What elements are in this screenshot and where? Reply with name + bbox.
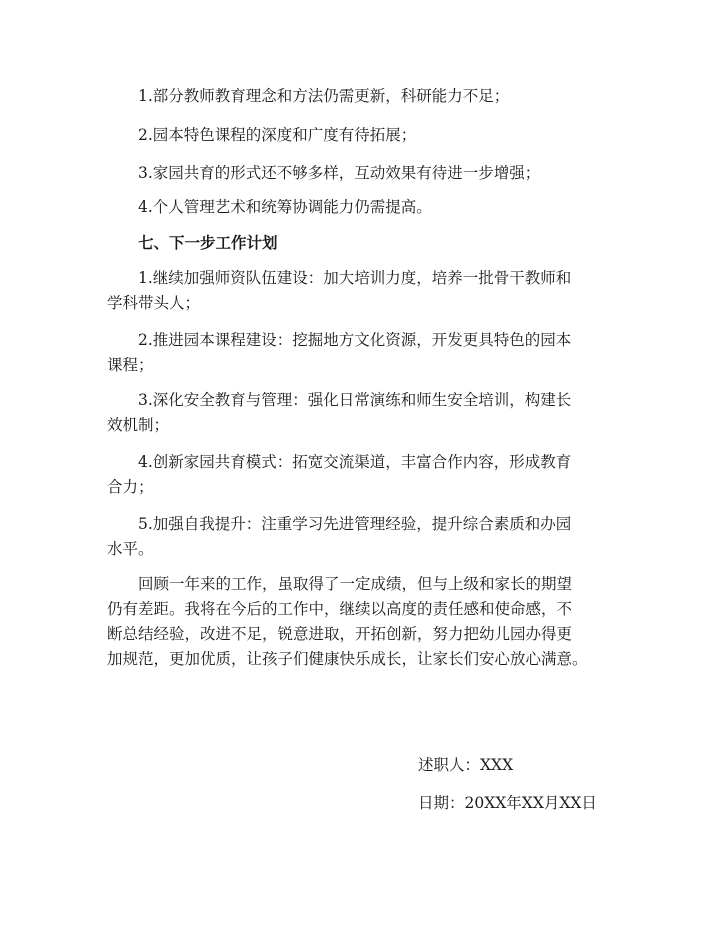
plan-item-2-line1: 2.推进园本课程建设：挖掘地方文化资源，开发更具特色的园本 [138, 331, 572, 349]
conclusion-line-3: 断总结经验，改进不足，锐意进取，开拓创新，努力把幼儿园办得更 [107, 625, 573, 643]
plan-item-3-line1: 3.深化安全教育与管理：强化日常演练和师生安全培训，构建长 [138, 391, 572, 409]
problem-item-2: 2.园本特色课程的深度和广度有待拓展； [138, 126, 417, 144]
problem-item-3: 3.家园共育的形式还不够多样，互动效果有待进一步增强； [138, 164, 541, 182]
plan-item-4-line2: 合力； [107, 478, 154, 496]
conclusion-line-1: 回顾一年来的工作，虽取得了一定成绩，但与上级和家长的期望 [138, 575, 573, 593]
plan-item-1-line1: 1.继续加强师资队伍建设：加大培训力度，培养一批骨干教师和 [138, 269, 572, 287]
plan-item-2-line2: 课程； [107, 356, 154, 374]
plan-item-3-line2: 效机制； [107, 416, 170, 434]
conclusion-line-2: 仍有差距。我将在今后的工作中，继续以高度的责任感和使命感，不 [107, 600, 573, 618]
problem-item-4: 4.个人管理艺术和统筹协调能力仍需提高。 [138, 198, 432, 216]
conclusion-line-4: 加规范，更加优质，让孩子们健康快乐成长，让家长们安心放心满意。 [107, 650, 588, 668]
plan-item-5-line1: 5.加强自我提升：注重学习先进管理经验，提升综合素质和办园 [138, 515, 572, 533]
signature-date: 日期：20XX年XX月XX日 [418, 794, 597, 812]
plan-item-1-line2: 学科带头人； [107, 294, 201, 312]
plan-item-4-line1: 4.创新家园共育模式：拓宽交流渠道，丰富合作内容，形成教育 [138, 453, 572, 471]
signature-reporter: 述职人：XXX [418, 756, 514, 774]
plan-item-5-line2: 水平。 [107, 540, 154, 558]
problem-item-1: 1.部分教师教育理念和方法仍需更新，科研能力不足； [138, 87, 510, 105]
section-heading-plan: 七、下一步工作计划 [138, 233, 278, 252]
